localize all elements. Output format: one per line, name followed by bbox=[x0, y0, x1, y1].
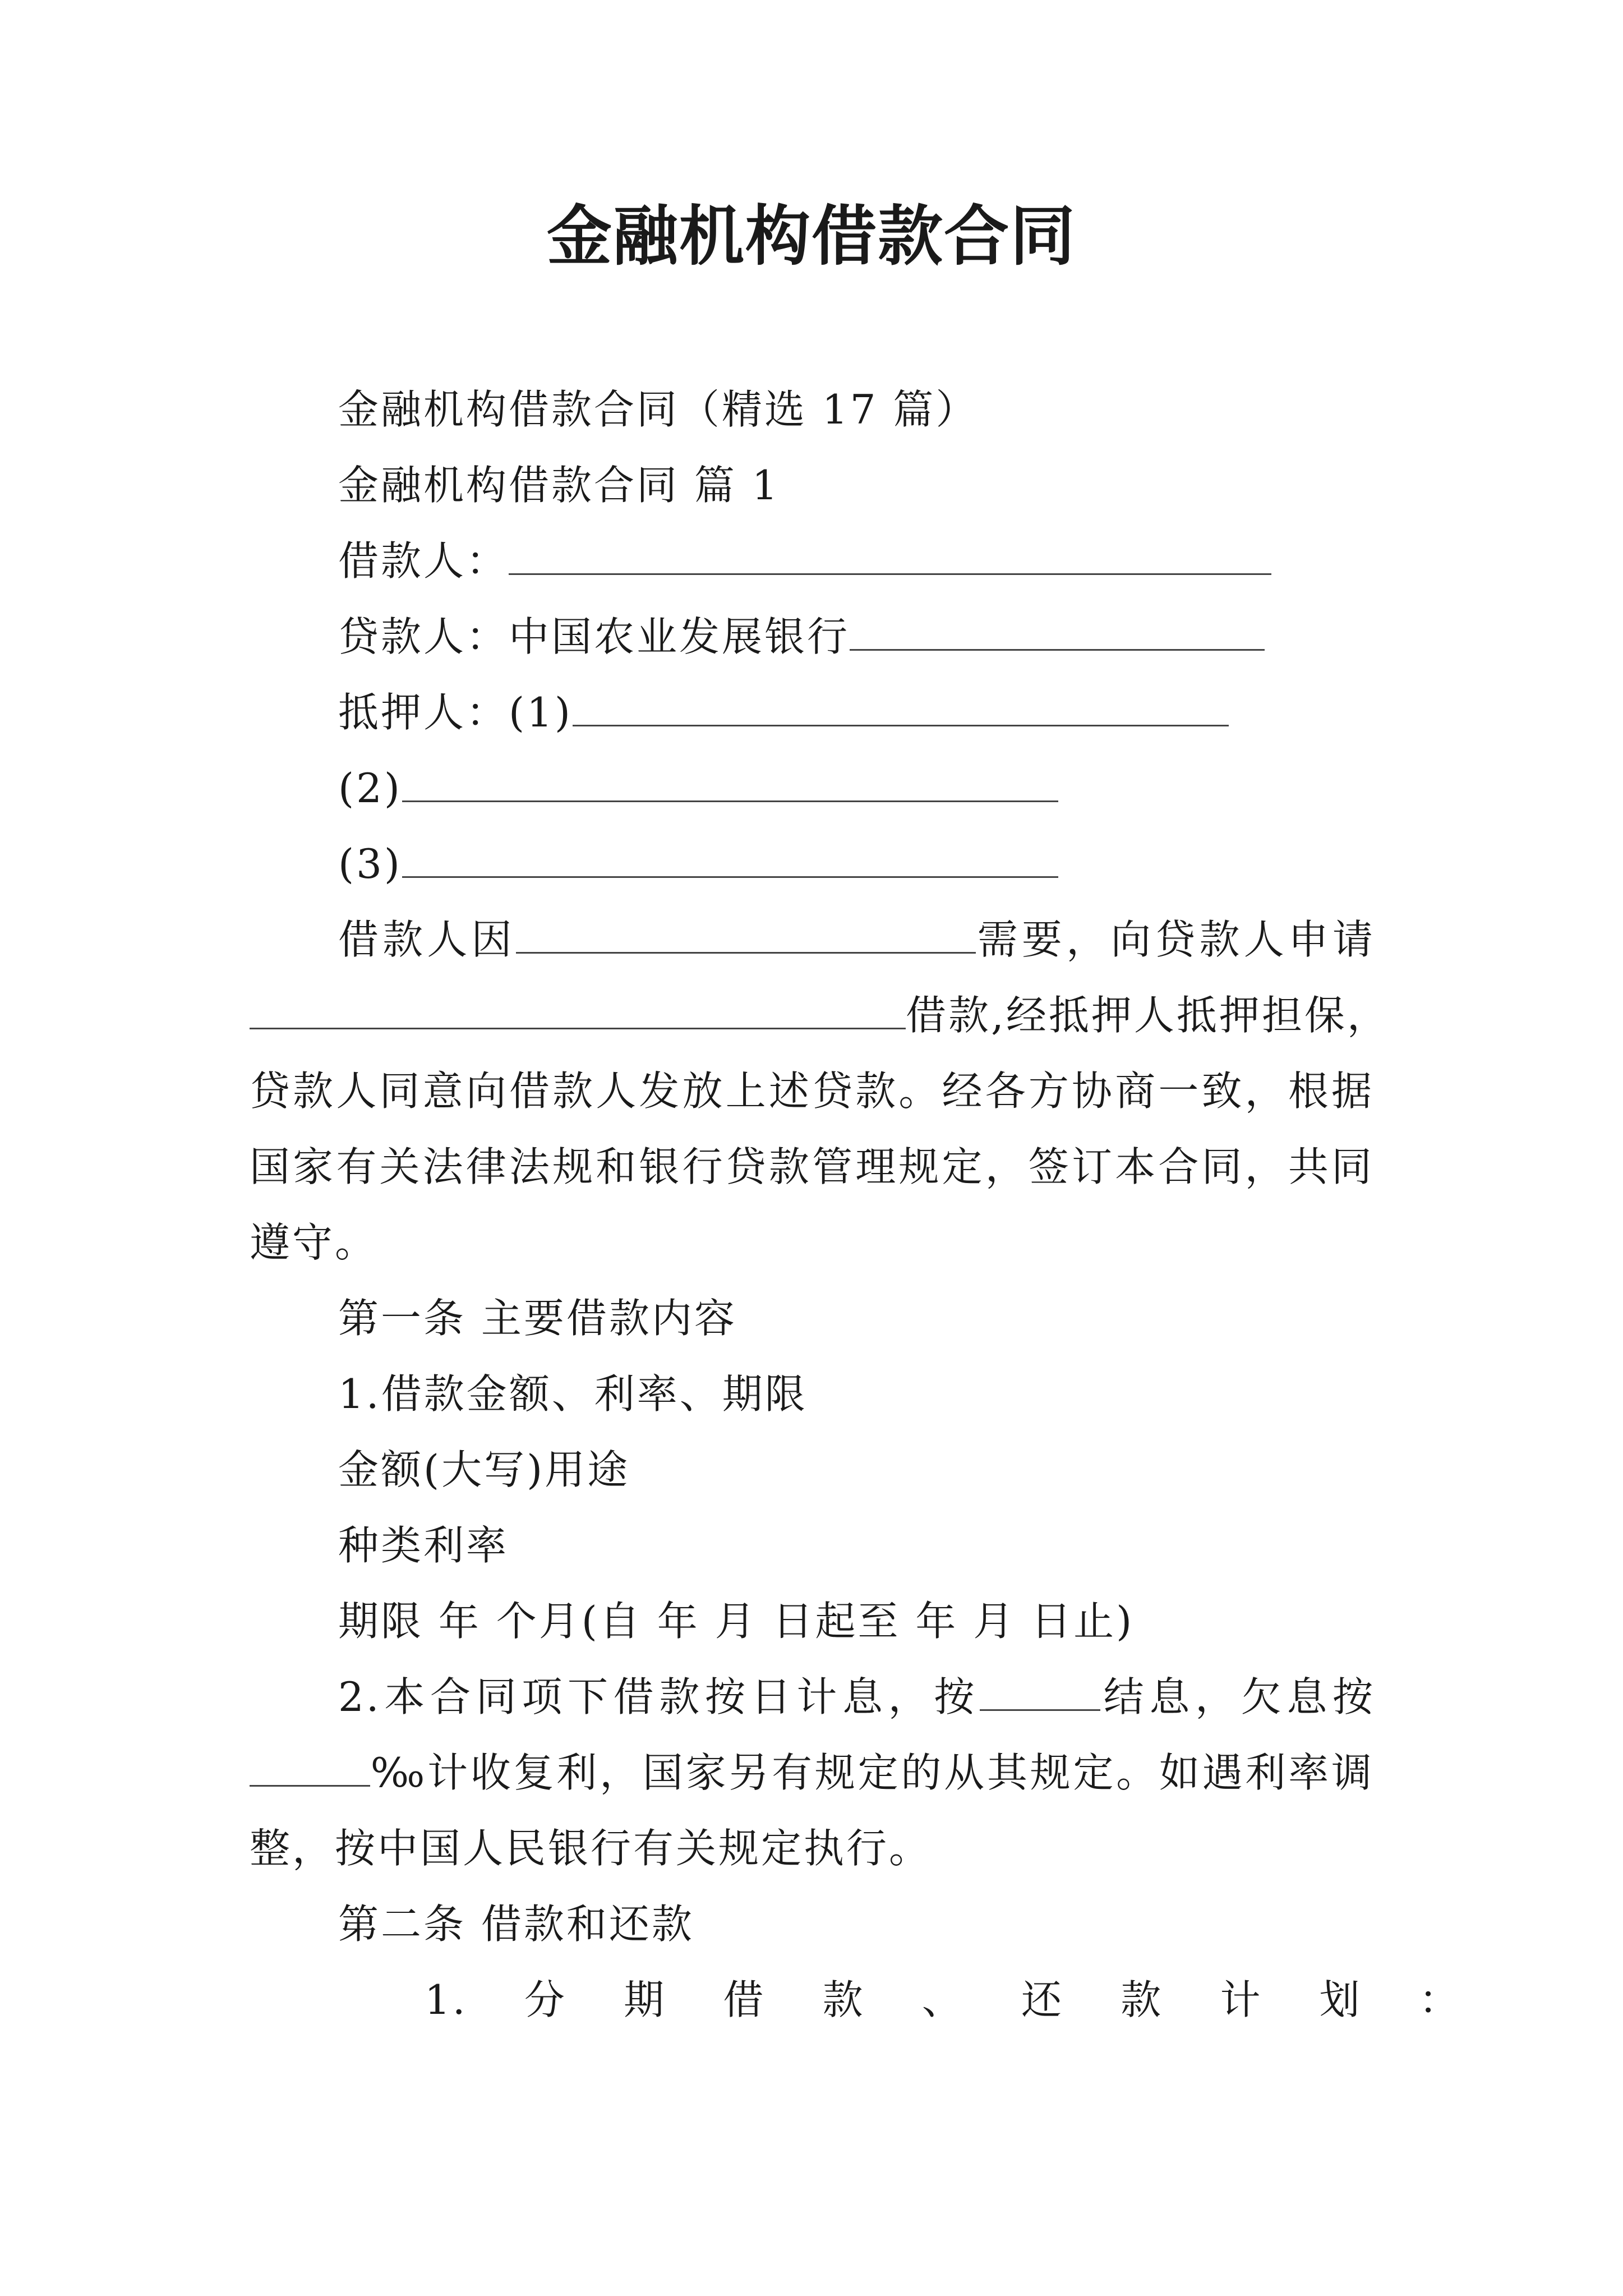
section-heading: 金融机构借款合同 篇 1 bbox=[338, 462, 780, 509]
borrower-line bbox=[338, 533, 1271, 589]
mortgagor-line-3 bbox=[338, 836, 1058, 892]
repayment-char: 1. bbox=[425, 1976, 468, 2023]
article-1-heading: 第一条 主要借款内容 bbox=[338, 1295, 737, 1342]
repayment-char: 期 bbox=[624, 1976, 667, 2023]
para1-line-4: 国家有关法律法规和银行贷款管理规定，签订本合同，共同 bbox=[250, 1143, 1374, 1190]
para1-line-1 bbox=[338, 912, 1375, 968]
item2-b: 结息，欠息按 bbox=[1100, 1673, 1375, 1720]
mortgagor-blank-1 bbox=[573, 688, 1229, 726]
term-line: 期限 年 个月(自 年 月 日起至 年 月 日止) bbox=[338, 1598, 1135, 1645]
para1-line-2 bbox=[250, 987, 1390, 1043]
repayment-char: 计 bbox=[1220, 1976, 1263, 2023]
amount-line: 金额(大写)用途 bbox=[338, 1446, 630, 1493]
item-2-line-1 bbox=[338, 1669, 1375, 1725]
purpose-blank bbox=[516, 915, 976, 954]
borrower-blank bbox=[509, 536, 1271, 575]
repayment-char: 划 bbox=[1319, 1976, 1362, 2023]
para1-b: 需要，向贷款人申请 bbox=[975, 916, 1375, 963]
loan-amount-blank bbox=[250, 991, 906, 1029]
repayment-char: 还 bbox=[1021, 1976, 1064, 2023]
item2-a: 2.本合同项下借款按日计息，按 bbox=[338, 1673, 980, 1720]
mortgagor-line-1 bbox=[338, 684, 1229, 740]
document-title: 金融机构借款合同 bbox=[547, 199, 1076, 274]
repayment-char: 款 bbox=[822, 1976, 865, 2023]
interest-period-blank bbox=[980, 1672, 1100, 1711]
mortgagor-line-2 bbox=[338, 760, 1058, 816]
mortgagor-2-label: (2) bbox=[338, 765, 402, 812]
mortgagor-3-label: (3) bbox=[338, 840, 402, 887]
mortgagor-blank-2 bbox=[402, 763, 1058, 802]
para1-line-5: 遵守。 bbox=[250, 1219, 378, 1266]
repayment-char: 借 bbox=[723, 1976, 766, 2023]
lender-line bbox=[338, 609, 1265, 665]
item-2-line-3: 整，按中国人民银行有关规定执行。 bbox=[250, 1825, 932, 1872]
lender-label: 贷款人：中国农业发展银行 bbox=[338, 613, 850, 660]
para1-line-3: 贷款人同意向借款人发放上述贷款。经各方协商一致，根据 bbox=[250, 1068, 1374, 1115]
overdue-rate-blank bbox=[250, 1748, 370, 1787]
type-line: 种类利率 bbox=[338, 1522, 509, 1569]
repayment-char: 、 bbox=[921, 1976, 965, 2023]
repayment-char: 款 bbox=[1121, 1976, 1164, 2023]
item-2-line-2 bbox=[250, 1745, 1374, 1801]
repayment-char: 分 bbox=[524, 1976, 567, 2023]
item-1: 1.借款金额、利率、期限 bbox=[338, 1370, 808, 1418]
lender-blank bbox=[850, 612, 1265, 651]
para1-c: 借款,经抵押人抵押担保， bbox=[906, 992, 1390, 1039]
repayment-char: ： bbox=[1418, 1976, 1461, 2023]
borrower-label: 借款人： bbox=[338, 537, 509, 585]
mortgagor-label: 抵押人：(1) bbox=[338, 689, 573, 736]
item2-c: ‰计收复利，国家另有规定的从其规定。如遇利率调 bbox=[370, 1749, 1374, 1796]
para1-a: 借款人因 bbox=[338, 916, 516, 963]
repayment-plan-line bbox=[425, 1972, 1461, 2028]
article-2-heading: 第二条 借款和还款 bbox=[338, 1901, 694, 1948]
document-subtitle: 金融机构借款合同（精选 17 篇） bbox=[338, 386, 979, 433]
mortgagor-blank-3 bbox=[402, 839, 1058, 878]
